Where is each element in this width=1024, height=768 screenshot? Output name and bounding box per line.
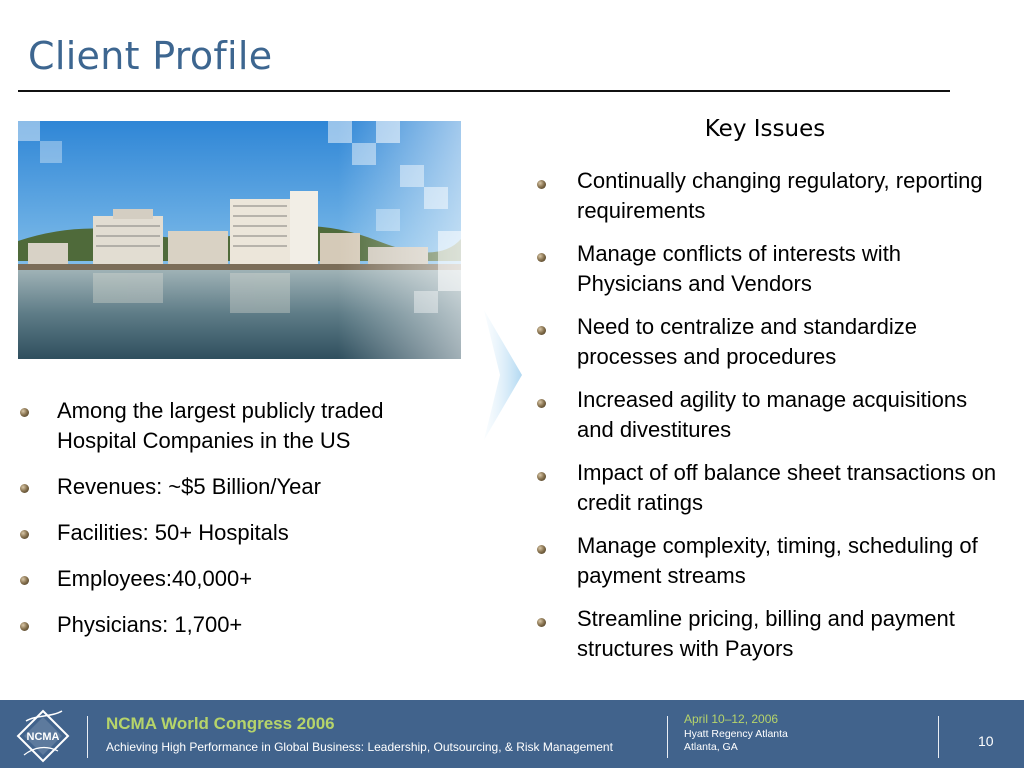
list-item: Impact of off balance sheet transactions on credit ratings [537, 458, 997, 518]
footer-divider [87, 716, 88, 758]
list-item: Revenues: ~$5 Billion/Year [20, 472, 460, 502]
bullet-icon [537, 545, 546, 554]
key-issues-list [537, 166, 997, 677]
list-item: Employees:40,000+ [20, 564, 460, 594]
bullet-icon [537, 472, 546, 481]
list-item: Manage conflicts of interests with Physicians and Vendors [537, 239, 997, 299]
list-item: Streamline pricing, billing and payment structures with Payors [537, 604, 997, 664]
list-item: Physicians: 1,700+ [20, 610, 460, 640]
list-item: Facilities: 50+ Hospitals [20, 518, 460, 548]
list-item: Increased agility to manage acquisitions and divestitures [537, 385, 997, 445]
svg-text:NCMA: NCMA [26, 731, 60, 743]
footer-divider [667, 716, 668, 758]
bullet-icon [537, 253, 546, 262]
list-item: Need to centralize and standardize processes and procedures [537, 312, 997, 372]
bullet-icon [20, 484, 29, 493]
company-facts-list [20, 396, 460, 656]
page-number: 10 [978, 733, 994, 749]
bullet-icon [537, 180, 546, 189]
chevron-arrow-icon [478, 300, 526, 450]
event-city: Atlanta, GA [684, 741, 738, 753]
event-subtitle: Achieving High Performance in Global Business: Leadership, Outsourcing, & Risk Management [106, 740, 613, 754]
bullet-icon [20, 408, 29, 417]
bullet-icon [20, 530, 29, 539]
bullet-icon [20, 576, 29, 585]
list-item: Manage complexity, timing, scheduling of payment streams [537, 531, 997, 591]
hospital-photo [18, 121, 461, 359]
list-item: Among the largest publicly traded Hospital Companies in the US [20, 396, 460, 456]
event-title: NCMA World Congress 2006 [106, 714, 335, 733]
key-issues-heading: Key Issues [704, 116, 826, 142]
footer-divider [938, 716, 939, 758]
event-venue: Hyatt Regency Atlanta [684, 728, 788, 740]
event-dates: April 10–12, 2006 [684, 712, 779, 726]
slide-footer [0, 700, 1024, 768]
bullet-icon [20, 622, 29, 631]
bullet-icon [537, 326, 546, 335]
bullet-icon [537, 618, 546, 627]
bullet-icon [537, 399, 546, 408]
list-item: Continually changing regulatory, reporting requirements [537, 166, 997, 226]
title-divider [18, 90, 950, 92]
ncma-logo [12, 707, 74, 765]
slide-title: Client Profile [28, 34, 273, 78]
